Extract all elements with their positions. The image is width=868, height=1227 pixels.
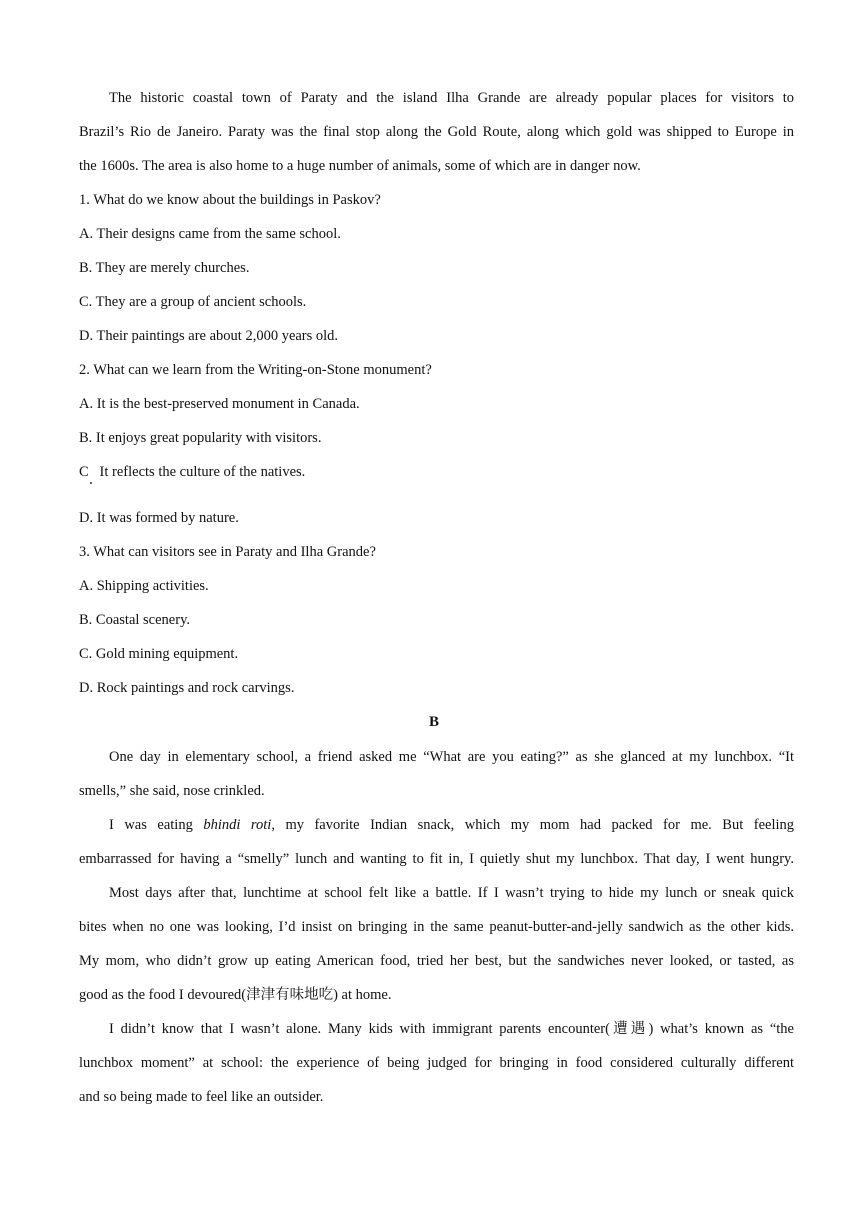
question-1-option-d: D. Their paintings are about 2,000 years old. xyxy=(79,328,339,344)
question-3-stem: 3. What can visitors see in Paraty and Ilha Grande? xyxy=(79,544,376,560)
stray-dot-mark xyxy=(90,482,92,484)
question-3-option-a: A. Shipping activities. xyxy=(79,578,209,594)
p2-italic-snack: bhindi roti xyxy=(203,817,272,833)
passage-b-p3-line-1: Most days after that, lunchtime at school felt like a battle. If I wasn’t trying to hide my lunch or sneak quick xyxy=(109,885,794,901)
question-3-option-b: B. Coastal scenery. xyxy=(79,612,191,628)
passage-b-p1-line-2: smells,” she said, nose crinkled. xyxy=(79,783,265,799)
question-1-option-a: A. Their designs came from the same school. xyxy=(79,226,341,242)
question-2-option-c: C It reflects the culture of the natives. xyxy=(79,464,306,480)
passage-b-p2-line-2: embarrassed for having a “smelly” lunch and wanting to fit in, I quietly shut my lunchbox. That day, I went hungry. xyxy=(79,851,794,867)
question-1-option-b: B. They are merely churches. xyxy=(79,260,250,276)
passage-b-p1-line-1: One day in elementary school, a friend asked me “What are you eating?” as she glanced at my lunchbox. “It xyxy=(109,749,794,765)
section-b-heading: B xyxy=(428,714,439,730)
passage-b-p3-line-4: good as the food I devoured(津津有味地吃) at home. xyxy=(79,987,392,1003)
passage-a-line-3: the 1600s. The area is also home to a huge number of animals, some of which are in danger now. xyxy=(79,158,641,174)
passage-a-line-2: Brazil’s Rio de Janeiro. Paraty was the final stop along the Gold Route, along which gold was shipped to Europe in xyxy=(79,124,794,140)
question-1-option-c: C. They are a group of ancient schools. xyxy=(79,294,307,310)
passage-b-p3-line-3: My mom, who didn’t grow up eating American food, tried her best, but the sandwiches never looked, or tasted, as xyxy=(79,953,794,969)
passage-a-line-1: The historic coastal town of Paraty and the island Ilha Grande are already popular places for visitors to xyxy=(109,90,794,106)
passage-b-p4-line-3: and so being made to feel like an outsider. xyxy=(79,1089,324,1105)
question-2-option-d: D. It was formed by nature. xyxy=(79,510,239,526)
question-2-option-a: A. It is the best-preserved monument in Canada. xyxy=(79,396,360,412)
passage-b-p4-line-2: lunchbox moment” at school: the experience of being judged for bringing in food considered culturally different xyxy=(79,1055,794,1071)
question-3-option-c: C. Gold mining equipment. xyxy=(79,646,239,662)
question-1-stem: 1. What do we know about the buildings in Paskov? xyxy=(79,192,381,208)
p2-text-after: , my favorite Indian snack, which my mom had packed for me. But feeling xyxy=(271,817,795,833)
question-2-stem: 2. What can we learn from the Writing-on-Stone monument? xyxy=(79,362,432,378)
question-3-option-d: D. Rock paintings and rock carvings. xyxy=(79,680,295,696)
p2-text-before: I was eating xyxy=(109,817,204,833)
passage-b-p3-line-2: bites when no one was looking, I’d insist on bringing in the same peanut-butter-and-jelly sandwich as the other kids. xyxy=(79,919,794,935)
passage-b-p2-line-1 xyxy=(109,816,794,834)
question-2-option-b: B. It enjoys great popularity with visitors. xyxy=(79,430,322,446)
passage-b-p4-line-1: I didn’t know that I wasn’t alone. Many kids with immigrant parents encounter(遭遇) what’s known as “the xyxy=(109,1021,794,1037)
